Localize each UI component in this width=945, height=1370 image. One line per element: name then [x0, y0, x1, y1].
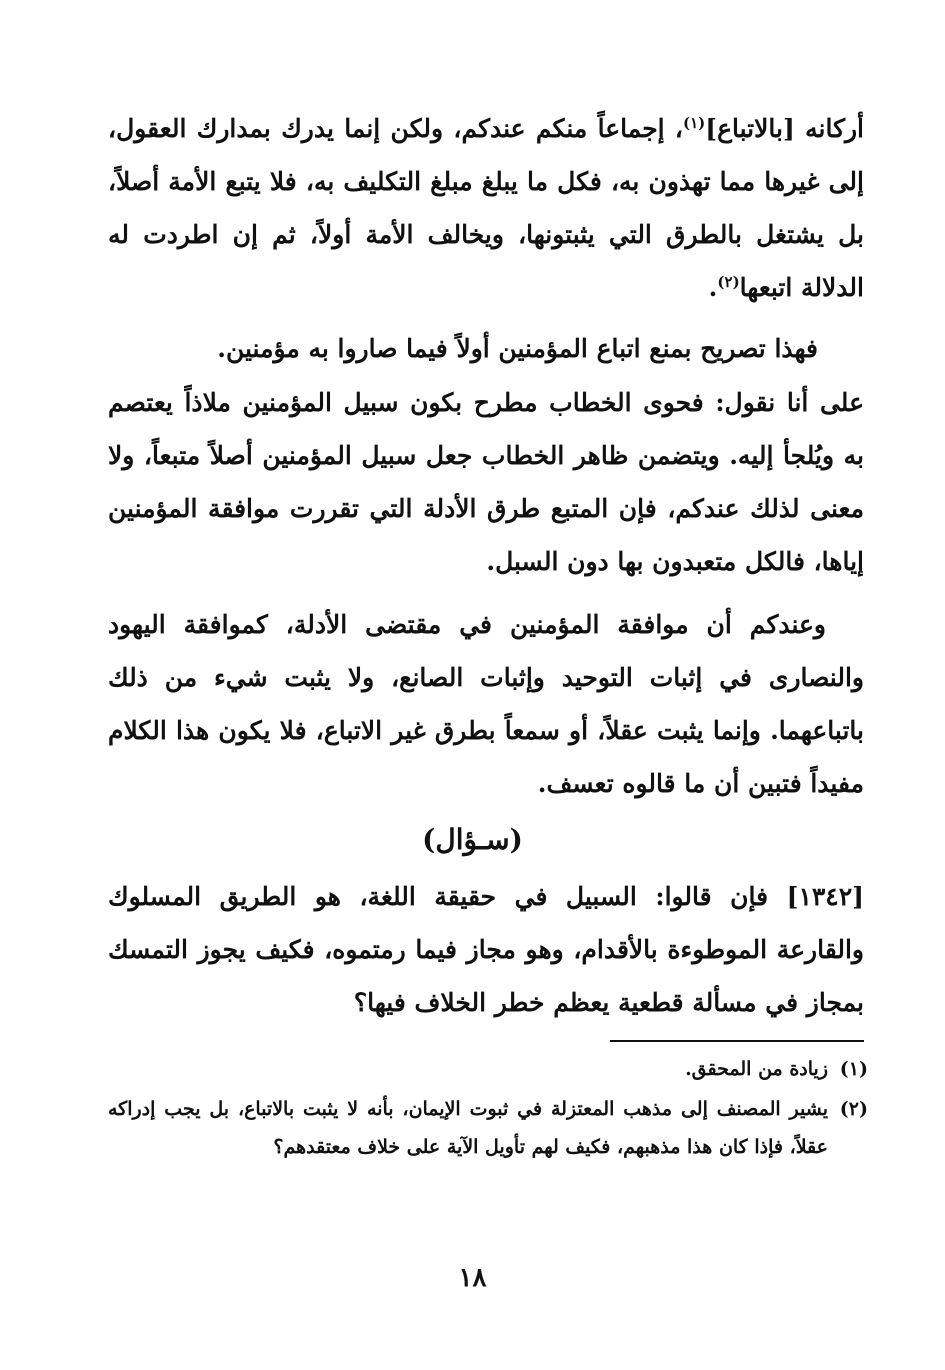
footnote-ref-2: (٢) [717, 273, 740, 291]
page-number: ١٨ [458, 1263, 487, 1293]
paragraph-2: فهذا تصريح بمنع اتباع المؤمنين أولاً فيما صاروا به مؤمنين. [217, 334, 818, 363]
paragraph-3: على أنا نقول: فحوى الخطاب مطرح بكون سبيل المؤمنين ملاذاً يعتصم به ويُلجأ إليه. ويتضمن ظاهر الخطاب جعل سبيل المؤمنين أصلاً متبعاً، ولا معنى لذلك عندكم، فإن المتبع طرق الأدلة التي تقررت موافقة المؤمنين إياها، فالكل متعبدون بها دون السبل. [108, 388, 864, 576]
paragraph-1-text-a: أركانه [بالاتباع] [705, 114, 865, 143]
paragraph-5: [١٣٤٢] فإن قالوا: السبيل في حقيقة اللغة، هو الطريق المسلوك والقارعة الموطوءة بالأقدام، وهو مجاز فيما رمتموه، فكيف يجوز التمسك بمجاز في مسألة قطعية يعظم خطر الخلاف فيها؟ [108, 882, 864, 1017]
footnote-text: زيادة من المحقق. [685, 1058, 828, 1080]
footnote-text: يشير المصنف إلى مذهب المعتزلة في ثبوت الإيمان، بأنه لا يثبت بالاتباع، بل يجب إدراكه عقلاً، فإذا كان هذا مذهبهم، فكيف لهم تأويل الآية على خلاف معتقدهم؟ [108, 1098, 828, 1158]
paragraph-1-text-b: ، إجماعاً منكم عندكم، ولكن إنما يدرك بمدارك العقول، إلى غيرها مما تهذون به، فكل ما يبلغ مبلغ التكليف به، فلا يتبع الأمة أصلاً، بل يشتغل بالطرق التي يثبتونها، ويخالف الأمة أولاً، ثم إن اطردت له الدلالة اتبعها [108, 114, 864, 302]
footnote-2 [108, 1090, 868, 1166]
paragraph-1-text-c: . [708, 273, 718, 302]
paragraph-4: وعندكم أن موافقة المؤمنين في مقتضى الأدلة، كموافقة اليهود والنصارى في إثبات التوحيد وإثبات الصانع، ولا يثبت شيء من ذلك باتباعهما. وإنما يثبت عقلاً، أو سمعاً بطرق غير الاتباع، فلا يكون هذا الكلام مفيداً فتبين أن ما قالوه تعسف. [108, 610, 864, 798]
footnote-1 [108, 1050, 868, 1088]
footnote-divider [610, 1040, 864, 1042]
footnotes [108, 1050, 868, 1168]
section-heading: (سـؤال) [422, 823, 523, 856]
footnote-ref-1: (١) [682, 114, 706, 132]
footnote-number: (٢) [839, 1098, 868, 1120]
footnote-number: (١) [839, 1058, 868, 1080]
paragraph-1 [108, 102, 864, 314]
